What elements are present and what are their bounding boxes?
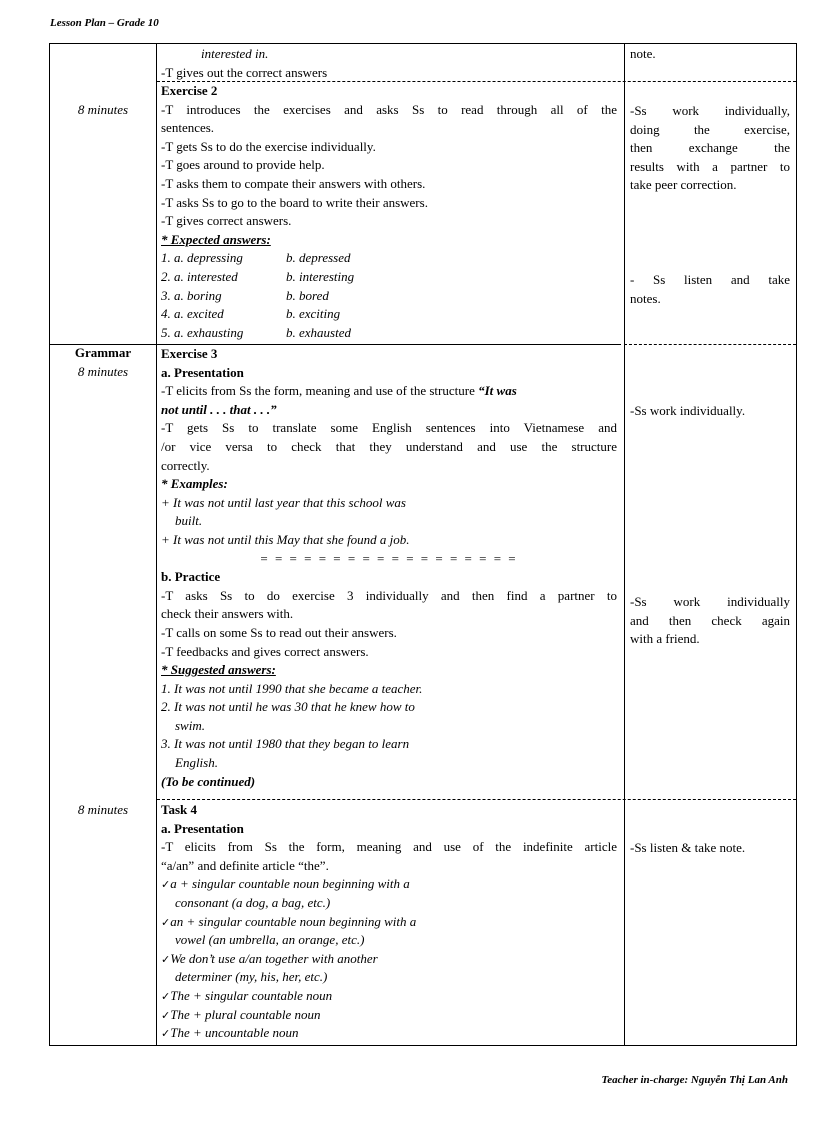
ex3-line: -T feedbacks and gives correct answers.: [161, 643, 369, 659]
ex3-line: check their answers with.: [161, 606, 294, 622]
ex2-content: [161, 82, 617, 342]
ex2-right-line: results with a partner to: [630, 158, 790, 174]
row-divider: [624, 344, 796, 345]
ex2-right-line: doing the exercise,: [630, 121, 790, 137]
check-icon: ✓: [161, 990, 171, 1003]
ex3-suggested-label: * Suggested answers:: [161, 662, 276, 678]
ex3-line: /or vice versa to check that they understand and use the structure: [161, 438, 617, 454]
ex2-right-line: take peer correction.: [630, 177, 737, 193]
ex2-right-line: - Ss listen and take: [630, 272, 790, 287]
ex3-practice: b. Practice: [161, 569, 221, 585]
ex3-right-line: and then check again: [630, 612, 790, 628]
ex2-right-line: notes.: [630, 290, 661, 306]
row-divider: [157, 799, 796, 800]
ex3-suggested: 2. It was not until he was 30 that he knew how to: [161, 699, 415, 715]
row0-line: interested in.: [201, 46, 269, 61]
check-icon: ✓: [161, 1009, 171, 1022]
ex3-line: -T asks Ss to do exercise 3 individually and then find a partner to: [161, 587, 617, 603]
ex3-line: -T elicits from Ss the form, meaning and use of the structure “It was: [161, 383, 517, 399]
task4-right-line: -Ss listen & take note.: [630, 840, 746, 855]
ex2-answer: 4. a. excited b. exciting: [161, 306, 341, 322]
row0-line: -T gives out the correct answers: [161, 64, 328, 80]
ex3-example: + It was not until last year that this school was: [161, 494, 406, 510]
task4-rule: determiner (my, his, her, etc.): [175, 969, 328, 985]
ex2-expected-label: * Expected answers:: [161, 231, 271, 247]
task4-rule: ✓We don’t use a/an together with another: [161, 950, 378, 966]
task4-line: “a/an” and definite article “the”.: [161, 857, 329, 873]
ex3-example: built.: [175, 513, 203, 529]
row0-right: [630, 45, 790, 64]
ex2-right-activity: [630, 102, 790, 195]
task4-rule: ✓The + plural countable noun: [161, 1006, 321, 1022]
task4-rule: ✓an + singular countable noun beginning with a: [161, 913, 417, 929]
ex3-continued: (To be continued): [161, 773, 256, 789]
check-icon: ✓: [161, 1028, 171, 1041]
check-icon: ✓: [161, 879, 171, 892]
task4-rule: consonant (a dog, a bag, etc.): [175, 894, 331, 910]
ex2-line: -T gives correct answers.: [161, 213, 292, 229]
task4-rule: vowel (an umbrella, an orange, etc.): [175, 932, 365, 948]
ex3-time: 8 minutes: [77, 364, 129, 379]
ex2-answer: 1. a. depressing b. depressed: [161, 250, 351, 266]
ex3-line: correctly.: [161, 457, 210, 473]
ex2-time: 8 minutes: [77, 102, 129, 117]
task4-content: [161, 801, 617, 1043]
row0-content: [161, 45, 617, 82]
task4-presentation: a. Presentation: [161, 820, 244, 836]
check-icon: ✓: [161, 953, 171, 966]
ex3-line: -T calls on some Ss to read out their answers.: [161, 624, 397, 640]
page-header: Lesson Plan – Grade 10: [50, 17, 159, 29]
ex2-answer: 3. a. boring b. bored: [161, 287, 329, 303]
lesson-table: [49, 43, 797, 1046]
ex2-title: Exercise 2: [161, 83, 218, 98]
task4-line: -T elicits from Ss the form, meaning and use of the indefinite article: [161, 839, 617, 855]
ex3-content: [161, 345, 617, 791]
ex2-right-notes: [630, 271, 790, 308]
task4-rule: ✓The + uncountable noun: [161, 1025, 299, 1041]
task4-right: [630, 839, 790, 858]
ex2-answer: 2. a. interested b. interesting: [161, 268, 355, 284]
ex3-example: + It was not until this May that she found a job.: [161, 531, 410, 547]
ex2-line: -T goes around to provide help.: [161, 157, 325, 173]
separator: = = = = = = = = = = = = = = = = = =: [260, 550, 518, 566]
ex3-right-activity: [630, 402, 790, 421]
ex3-suggested: English.: [175, 755, 218, 771]
ex3-title: Exercise 3: [161, 346, 218, 361]
ex3-suggested: 3. It was not until 1980 that they began to learn: [161, 736, 410, 752]
ex3-line: -T gets Ss to translate some English sentences into Vietnamese and: [161, 420, 617, 436]
ex2-line: -T asks Ss to go to the board to write their answers.: [161, 194, 428, 210]
ex2-right-line: -Ss work individually,: [630, 103, 790, 118]
task4-time: 8 minutes: [77, 802, 129, 817]
column-divider: [624, 44, 625, 1045]
task4-rule: ✓The + singular countable noun: [161, 987, 333, 1003]
task4-title: Task 4: [161, 802, 198, 817]
ex3-suggested: swim.: [175, 717, 205, 733]
section-grammar: Grammar: [74, 345, 132, 360]
ex2-answer: 5. a. exhausting b. exhausted: [161, 324, 351, 340]
ex2-line: -T asks them to compate their answers with others.: [161, 175, 426, 191]
ex2-line: -T introduces the exercises and asks Ss to read through all of the: [161, 101, 617, 117]
ex3-examples-label: * Examples:: [161, 476, 228, 492]
ex2-line: -T gets Ss to do the exercise individually.: [161, 138, 376, 154]
ex3-right-line: -Ss work individually: [630, 594, 790, 609]
row0-note: note.: [630, 46, 656, 61]
ex3-suggested: 1. It was not until 1990 that she became a teacher.: [161, 680, 423, 696]
ex3-right-line: with a friend.: [630, 631, 700, 647]
teacher-signature: Teacher in-charge: Nguyễn Thị Lan Anh: [601, 1074, 788, 1086]
check-icon: ✓: [161, 916, 171, 929]
ex3-right-line: -Ss work individually.: [630, 403, 746, 418]
ex3-presentation: a. Presentation: [161, 364, 244, 380]
ex3-structure: not until . . . that . . .”: [161, 401, 277, 417]
task4-rule: ✓a + singular countable noun beginning with a: [161, 876, 410, 892]
ex2-line: sentences.: [161, 120, 215, 136]
ex2-right-line: then exchange the: [630, 140, 790, 156]
ex3-right-practice: [630, 593, 790, 649]
column-divider: [156, 44, 157, 1045]
